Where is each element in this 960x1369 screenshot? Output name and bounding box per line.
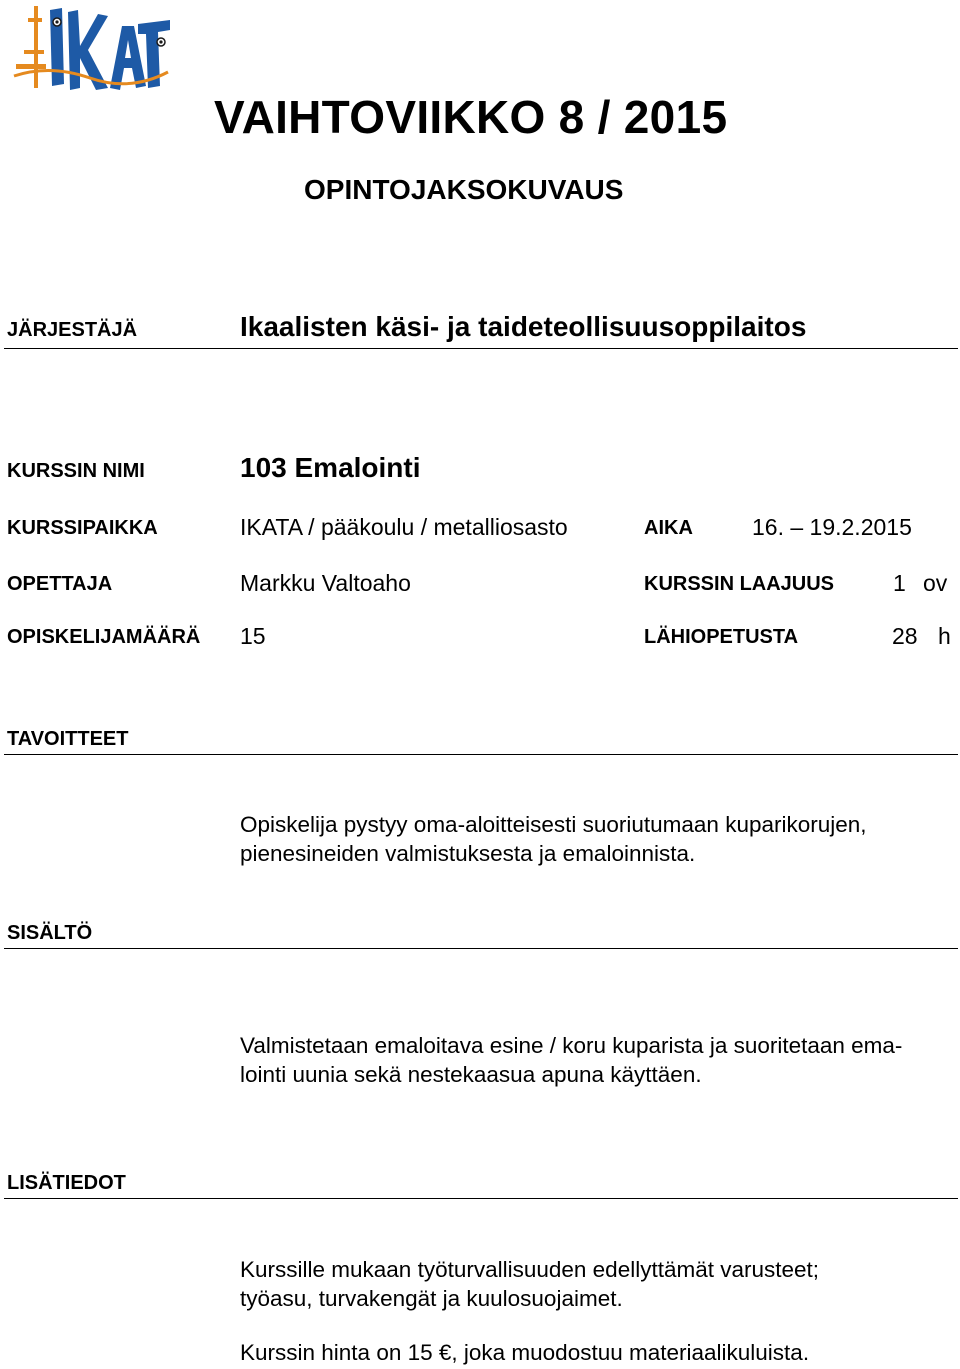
goals-line: pienesineiden valmistuksesta ja emaloinnista. — [240, 841, 696, 866]
extent-unit: ov — [923, 570, 948, 596]
course-place-label: KURSSIPAIKKA — [7, 517, 158, 539]
organizer-value: Ikaalisten käsi- ja taideteollisuusoppilaitos — [240, 311, 807, 342]
contact-teaching-value: 28 — [892, 623, 918, 649]
content-label: SISÄLTÖ — [7, 922, 93, 944]
goals-text — [240, 810, 952, 868]
extra-info-line: Kurssille mukaan työturvallisuuden edellyttämät varusteet; — [240, 1257, 820, 1282]
logo-text: IKATA — [10, 2, 13, 3]
teacher-label: OPETTAJA — [7, 573, 113, 595]
divider — [4, 1198, 958, 1199]
extent-label: KURSSIN LAAJUUS — [644, 573, 835, 595]
course-name-label: KURSSIN NIMI — [7, 460, 145, 482]
goals-label: TAVOITTEET — [7, 728, 129, 750]
extent-value: 1 — [893, 570, 906, 596]
contact-teaching-label: LÄHIOPETUSTA — [644, 626, 799, 648]
course-time-value: 16. – 19.2.2015 — [752, 514, 912, 540]
goals-line: Opiskelija pystyy oma-aloitteisesti suoriutumaan kuparikorujen, — [240, 812, 867, 837]
students-value: 15 — [240, 623, 266, 649]
content-line: lointi uunia sekä nestekaasua apuna käyttäen. — [240, 1062, 702, 1087]
divider — [4, 754, 958, 755]
content-line: Valmistetaan emaloitava esine / koru kuparista ja suoritetaan ema- — [240, 1033, 903, 1058]
course-place-value: IKATA / pääkoulu / metalliosasto — [240, 514, 568, 540]
extra-info-label: LISÄTIEDOT — [7, 1172, 126, 1194]
divider — [4, 948, 958, 949]
teacher-value: Markku Valtoaho — [240, 570, 411, 596]
course-name-value: 103 Emalointi — [240, 452, 421, 483]
price-text: Kurssin hinta on 15 €, joka muodostuu materiaalikuluista. — [240, 1340, 810, 1365]
page-title: VAIHTOVIIKKO 8 / 2015 — [214, 91, 728, 143]
course-time-label: AIKA — [644, 517, 693, 539]
content-text — [240, 1031, 952, 1089]
divider — [4, 348, 958, 349]
students-label: OPISKELIJAMÄÄRÄ — [7, 626, 201, 648]
extra-info-text — [240, 1255, 952, 1313]
extra-info-line: työasu, turvakengät ja kuulosuojaimet. — [240, 1286, 623, 1311]
page-subtitle: OPINTOJAKSOKUVAUS — [304, 174, 624, 205]
organizer-label: JÄRJESTÄJÄ — [7, 319, 138, 341]
contact-teaching-unit: h — [938, 623, 951, 649]
ikata-logo — [10, 2, 172, 100]
